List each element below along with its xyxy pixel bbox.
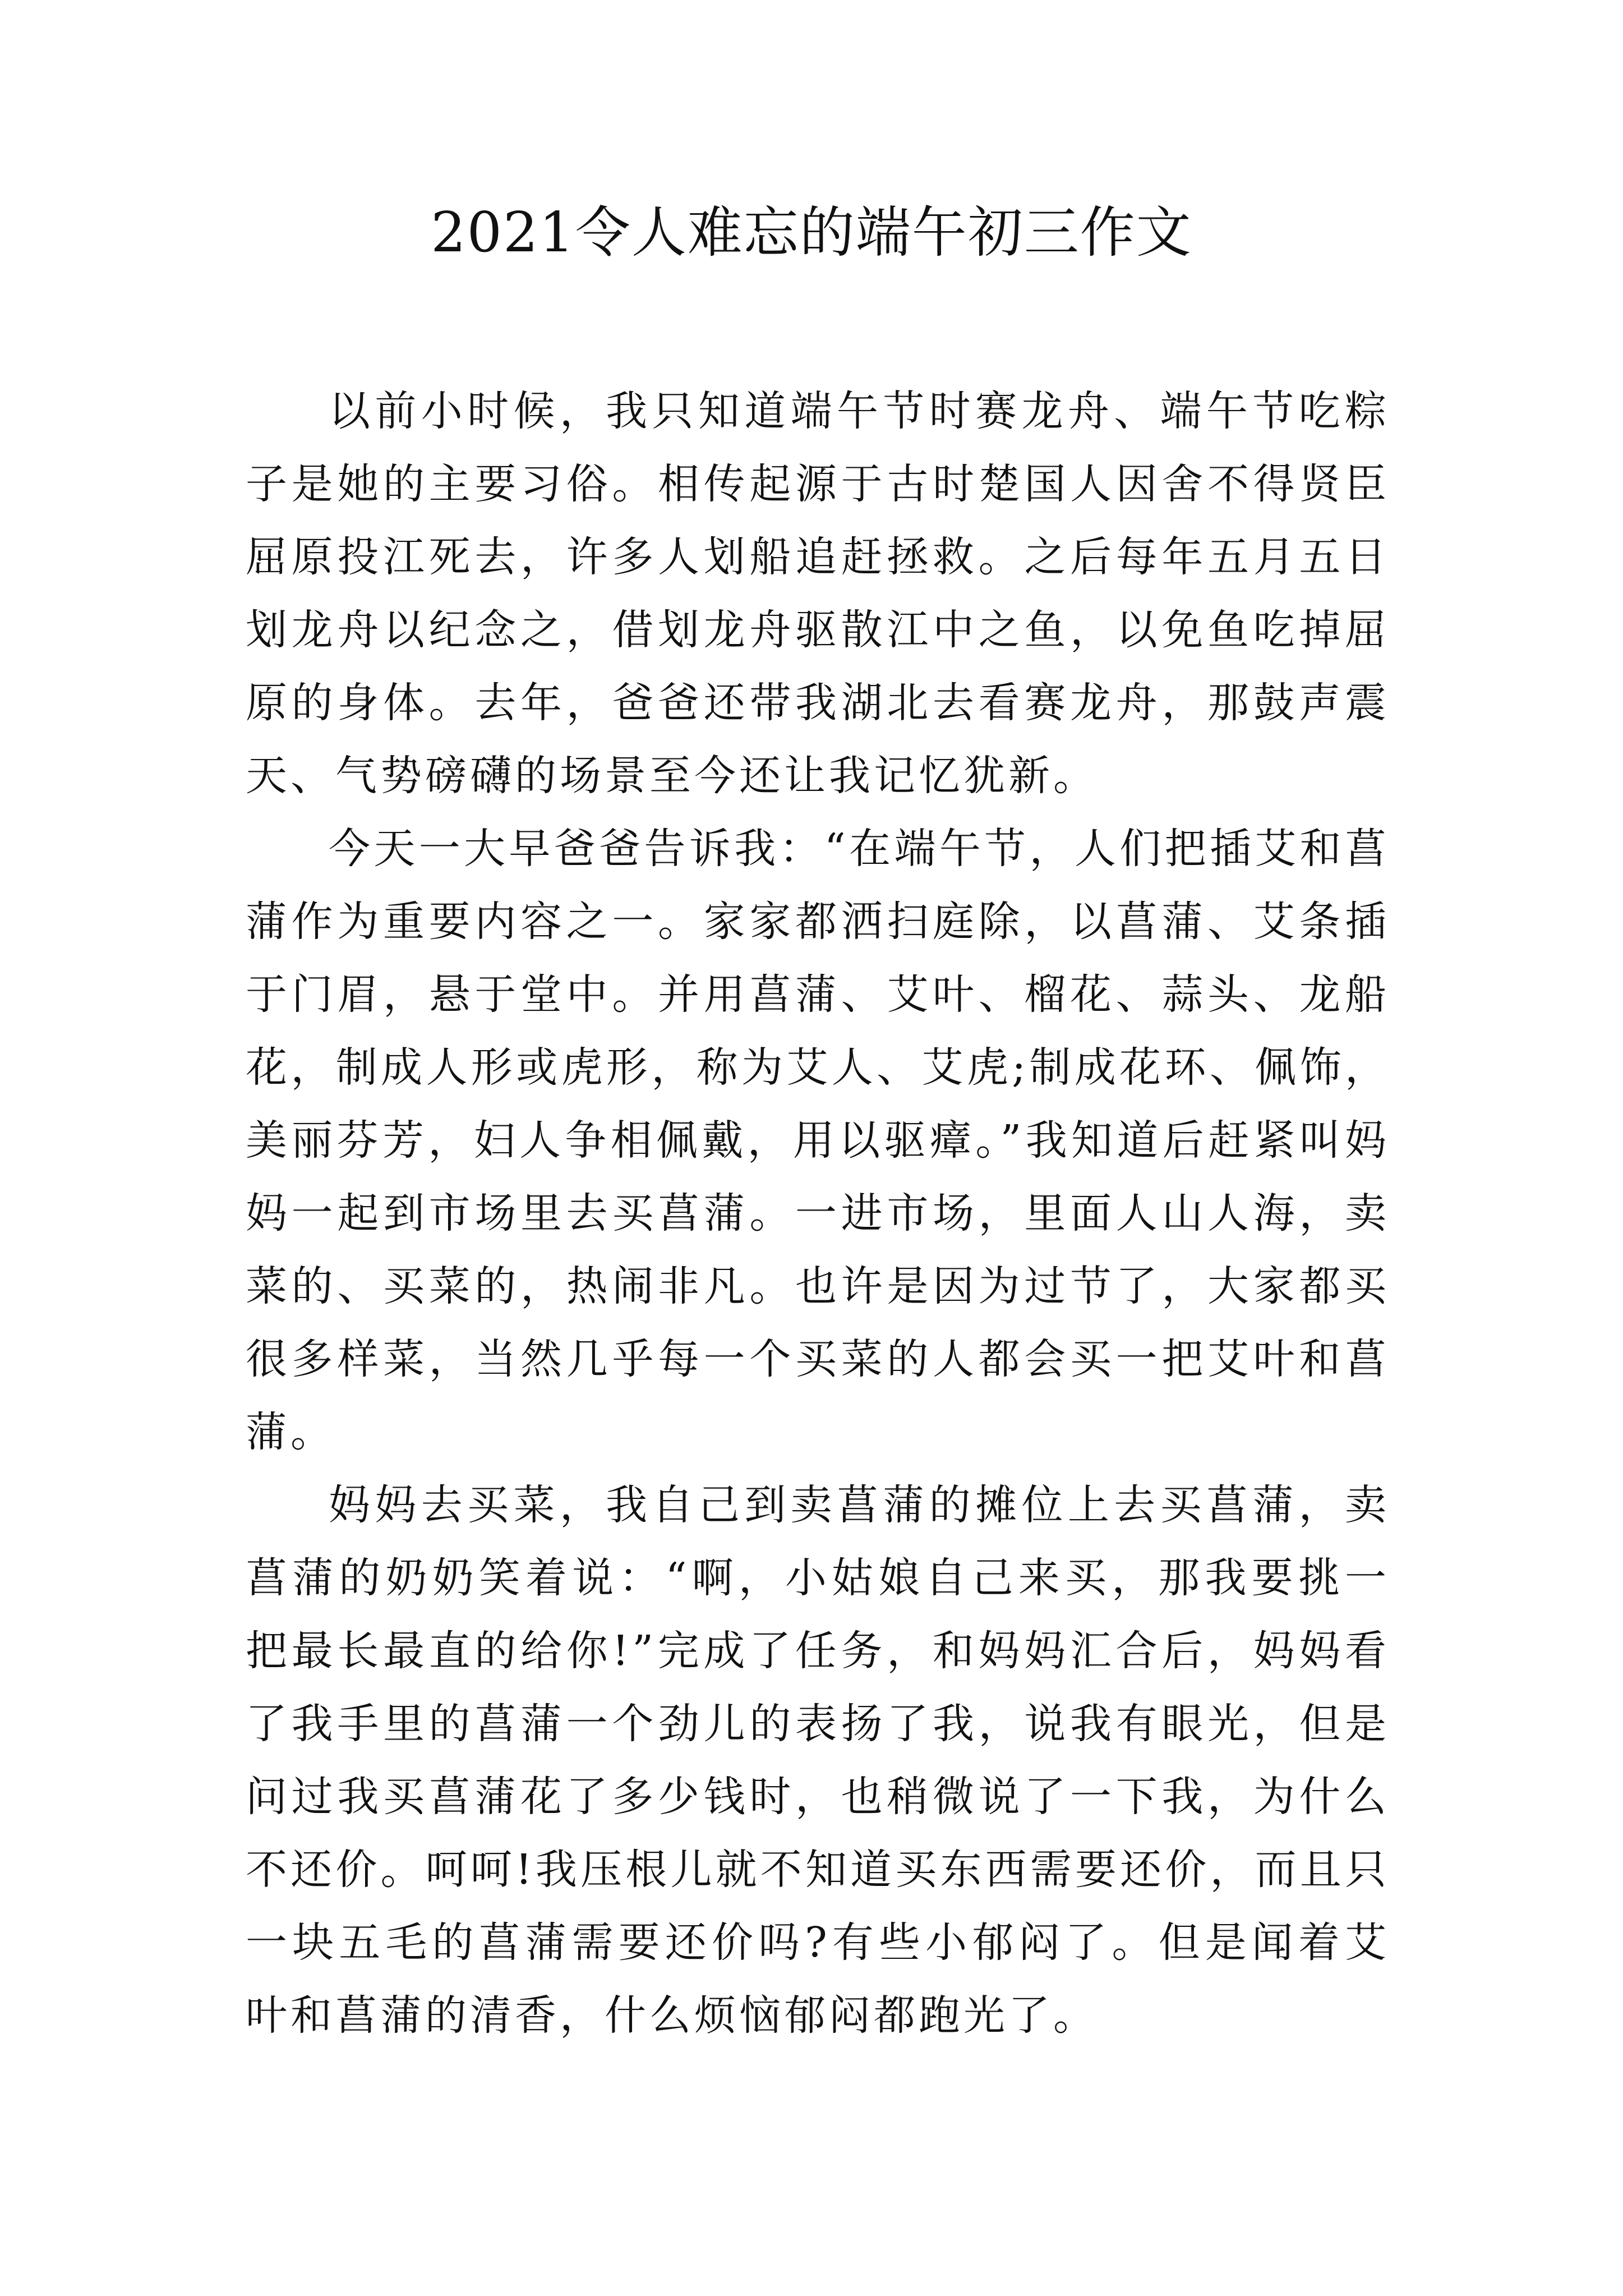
paragraph-2: 今天一大早爸爸告诉我：“在端午节，人们把插艾和菖蒲作为重要内容之一。家家都洒扫庭除，以菖蒲、艾条插于门眉，悬于堂中。并用菖蒲、艾叶、榴花、蒜头、龙船花，制成人形或虎形，称为艾人、艾虎;制成花环、佩饰，美丽芬芳，妇人争相佩戴，用以驱瘴。”我知道后赶紧叫妈妈一起到市场里去买菖蒲。一进市场，里面人山人海，卖菜的、买菜的，热闹非凡。也许是因为过节了，大家都买很多样菜，当然几乎每一个买菜的人都会买一把艾叶和菖蒲。 — [246, 825, 1390, 1456]
paragraph-1: 以前小时候，我只知道端午节时赛龙舟、端午节吃粽子是她的主要习俗。相传起源于古时楚国人因舍不得贤臣屈原投江死去，许多人划船追赶拯救。之后每年五月五日划龙舟以纪念之，借划龙舟驱散江中之鱼，以免鱼吃掉屈原的身体。去年，爸爸还带我湖北去看赛龙舟，那鼓声震天、气势磅礴的场景至今还让我记忆犹新。 — [246, 387, 1390, 800]
document-body — [246, 375, 1390, 2052]
paragraph-3: 妈妈去买菜，我自己到卖菖蒲的摊位上去买菖蒲，卖菖蒲的奶奶笑着说：“啊，小姑娘自己来买，那我要挑一把最长最直的给你!”完成了任务，和妈妈汇合后，妈妈看了我手里的菖蒲一个劲儿的表扬了我，说我有眼光，但是问过我买菖蒲花了多少钱时，也稍微说了一下我，为什么不还价。呵呵!我压根儿就不知道买东西需要还价，而且只一块五毛的菖蒲需要还价吗?有些小郁闷了。但是闻着艾叶和菖蒲的清香，什么烦恼郁闷都跑光了。 — [246, 1481, 1390, 2040]
document-title: 2021令人难忘的端午初三作文 — [431, 201, 1192, 265]
